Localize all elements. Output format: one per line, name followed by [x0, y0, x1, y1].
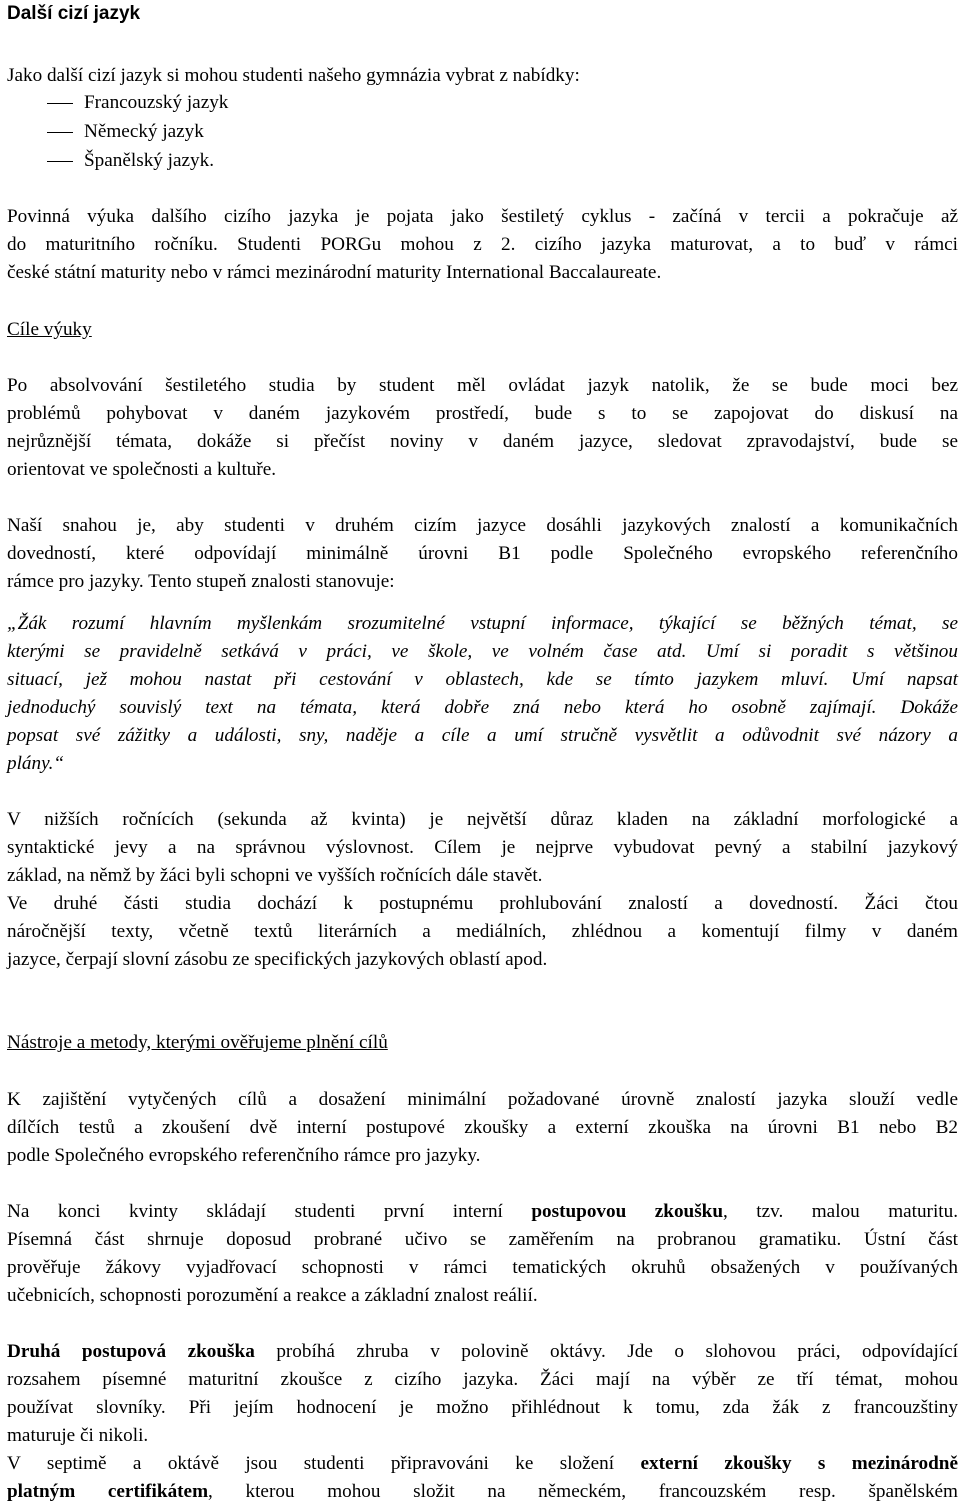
paragraph-line: K zajištění vytyčených cílů a dosažení minimální požadované úrovně znalostí jazyka slouží vedle	[7, 1089, 958, 1110]
paragraph-line: syntaktické jevy a na správnou výslovnost. Cílem je nejprve vybudovat pevný a stabilní jazykový	[7, 837, 958, 858]
paragraph-line: problémů pohybovat v daném jazykovém prostředí, bude s to se zapojovat do diskusí na	[7, 403, 958, 424]
language-item: Španělský jazyk.	[84, 150, 215, 171]
paragraph-text: , kterou mohou složit na německém, francouzském resp. španělském	[208, 1481, 958, 1502]
paragraph-line	[7, 1478, 958, 1506]
paragraph-line	[7, 1338, 958, 1366]
paragraph-line: nejrůznější témata, dokáže si přečíst noviny v daném jazyce, sledovat zpravodajství, bude se	[7, 431, 958, 452]
paragraph-line: Naší snahou je, aby studenti v druhém cizím jazyce dosáhli jazykových znalostí a komunikačních	[7, 515, 958, 536]
paragraph-line: V nižších ročnících (sekunda až kvinta) je největší důraz kladen na základní morfologické a	[7, 809, 958, 830]
quote-line: „Žák rozumí hlavním myšlenkám srozumitelné vstupní informace, týkající se běžných témat, se	[7, 613, 958, 634]
quote-line: situací, jež mohou nastat při cestování v oblastech, kde se tímto jazykem mluví. Umí napsat	[7, 669, 958, 690]
quote-line: jednoduchý souvislý text na témata, která dobře zná nebo která ho osobně zajímají. Dokáže	[7, 697, 958, 718]
paragraph-line: dílčích testů a zkoušení dvě interní postupové zkoušky a externí zkouška na úrovni B1 nebo B2	[7, 1117, 958, 1138]
intro-text: Jako další cizí jazyk si mohou studenti našeho gymnázia vybrat z nabídky:	[7, 65, 580, 86]
paragraph-text: probíhá zhruba v polovině oktávy. Jde o slohovou práci, odpovídající	[254, 1341, 958, 1362]
quote-line: plány.“	[7, 753, 65, 774]
paragraph-line: do maturitního ročníku. Studenti PORGu mohou z 2. cizího jazyka maturovat, a to buď v rámci	[7, 234, 958, 255]
paragraph-line: dovedností, které odpovídají minimálně úrovni B1 podle Společného evropského referenčního	[7, 543, 958, 564]
language-item: Francouzský jazyk	[84, 92, 229, 113]
paragraph-line: rozsahem písemné maturitní zkoušce z cizího jazyka. Žáci mají na výběr ze tří témat, mohou	[7, 1369, 958, 1390]
paragraph-line: používat slovníky. Při jejím hodnocení je možno přihlédnout k tomu, zda žák z francouzštiny	[7, 1397, 958, 1418]
paragraph-line: maturuje či nikoli.	[7, 1425, 149, 1446]
quote-line: kterými se pravidelně setkává v práci, ve škole, ve volném čase atd. Umí si poradit s většinou	[7, 641, 958, 662]
dash-bullet-icon	[47, 132, 73, 133]
paragraph-text: , tzv. malou maturitu.	[723, 1201, 958, 1222]
quote-line: popsat své zážitky a události, sny, naděje a cíle a umí stručně vysvětlit a odůvodnit své názory a	[7, 725, 958, 746]
section-heading: Nástroje a metody, kterými ověřujeme plnění cílů	[7, 1032, 388, 1053]
language-item: Německý jazyk	[84, 121, 204, 142]
section-heading: Cíle výuky	[7, 319, 92, 340]
paragraph-line: Po absolvování šestiletého studia by student měl ovládat jazyk natolik, že se bude moci bez	[7, 375, 958, 396]
bold-term: Druhá postupová zkouška	[7, 1341, 255, 1362]
paragraph-line	[7, 1198, 958, 1226]
paragraph-line: Povinná výuka dalšího cizího jazyka je pojata jako šestiletý cyklus - začíná v tercii a pokračuje až	[7, 206, 958, 227]
dash-bullet-icon	[47, 161, 73, 162]
dash-bullet-icon	[47, 103, 73, 104]
paragraph-line: jazyce, čerpají slovní zásobu ze specifických jazykových oblastí apod.	[7, 949, 548, 970]
paragraph-line	[7, 1450, 958, 1478]
paragraph-line: náročnější texty, včetně textů literárních a mediálních, zhlédnou a komentují filmy v daném	[7, 921, 958, 942]
paragraph-line: učebnicích, schopnosti porozumění a reakce a základní znalost reálií.	[7, 1285, 538, 1306]
bold-term: externí zkoušky s mezinárodně	[640, 1453, 958, 1474]
paragraph-line: základ, na němž by žáci byli schopni ve vyšších ročnících dále stavět.	[7, 865, 543, 886]
paragraph-text: V septimě a oktávě jsou studenti připravováni ke složení	[7, 1453, 641, 1474]
bold-term: postupovou zkoušku	[531, 1201, 724, 1222]
paragraph-line: české státní maturity nebo v rámci mezinárodní maturity International Baccalaureate.	[7, 262, 662, 283]
paragraph-text: Na konci kvinty skládají studenti první interní	[7, 1201, 503, 1222]
paragraph-line: podle Společného evropského referenčního rámce pro jazyky.	[7, 1145, 481, 1166]
paragraph-line: orientovat ve společnosti a kultuře.	[7, 459, 277, 480]
paragraph-line: prověřuje žákovy vyjadřovací schopnosti v rámci tematických okruhů obsažených v používaných	[7, 1257, 958, 1278]
page-title: Další cizí jazyk	[7, 3, 141, 24]
paragraph-line: Písemná část shrnuje doposud probrané učivo se zaměřením na probranou gramatiku. Ústní část	[7, 1229, 958, 1250]
paragraph-line: rámce pro jazyky. Tento stupeň znalosti stanovuje:	[7, 571, 395, 592]
paragraph-line: Ve druhé části studia dochází k postupnému prohlubování znalostí a dovedností. Žáci čtou	[7, 893, 958, 914]
bold-term: platným certifikátem	[7, 1481, 209, 1502]
